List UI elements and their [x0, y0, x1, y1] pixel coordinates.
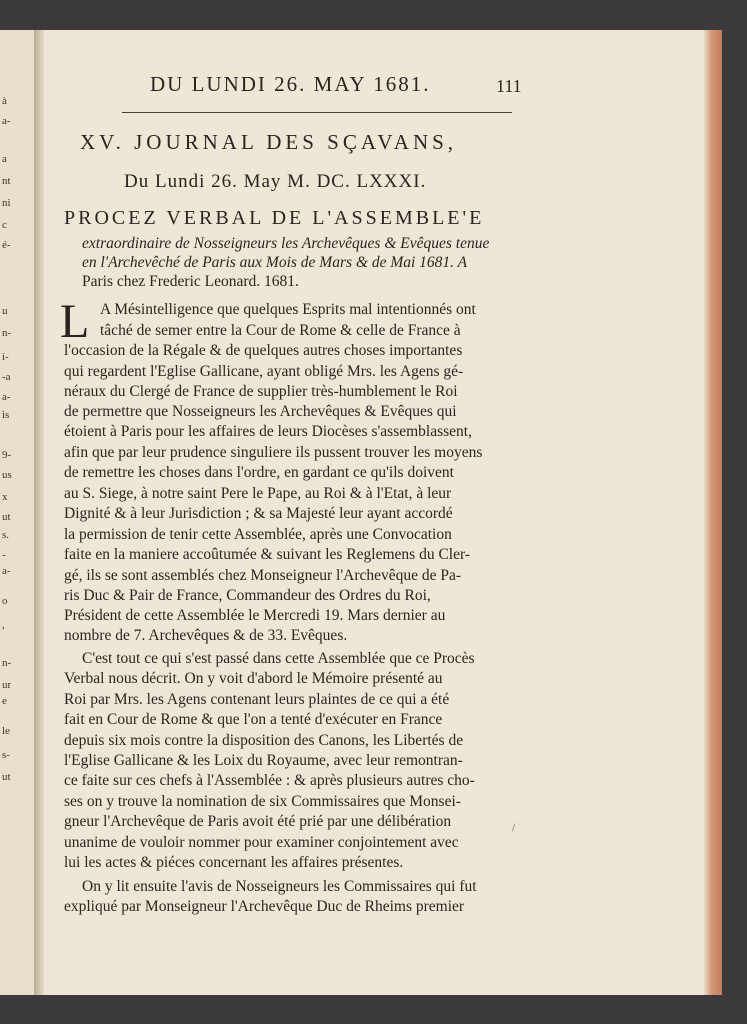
body-line: qui regardent l'Eglise Gallicane, ayant obligé Mrs. les Agens gé-	[64, 363, 464, 380]
body-line: au S. Siege, à notre saint Pere le Pape, au Roi & à l'Etat, à leur	[64, 485, 452, 502]
margin-fragment: ,	[2, 619, 5, 631]
margin-fragment: s-	[2, 749, 10, 761]
margin-fragment: us	[2, 469, 12, 481]
book-gutter	[34, 30, 44, 995]
body-line: étoient à Paris pour les affaires de leurs Diocèses s'assemblassent,	[64, 423, 472, 440]
margin-fragment: a-	[2, 391, 11, 403]
subtitle-line: Paris chez Frederic Leonard. 1681.	[82, 273, 299, 290]
body-line: expliqué par Monseigneur l'Archevêque Duc de Rheims premier	[64, 898, 465, 915]
margin-fragment: ut	[2, 511, 11, 523]
margin-fragment: u	[2, 305, 8, 317]
body-line: unanime de vouloir nommer pour examiner conjointement avec	[64, 834, 459, 851]
margin-fragment: e	[2, 695, 7, 707]
margin-mark: /	[512, 820, 516, 834]
margin-fragment: s.	[2, 529, 10, 541]
body-line: ce faite sur ces chefs à l'Assemblée : & après plusieurs autres cho-	[64, 772, 475, 789]
margin-fragment: a-	[2, 565, 11, 577]
body-line: A Mésintelligence que quelques Esprits mal intentionnés ont	[100, 301, 476, 318]
body-line: Président de cette Assemblée le Mercredi 19. Mars dernier au	[64, 607, 446, 624]
body-line: nombre de 7. Archevêques & de 33. Evêques.	[64, 627, 348, 644]
margin-fragment: nt	[2, 175, 11, 187]
body-line: la permission de tenir cette Assemblée, après une Convocation	[64, 526, 452, 543]
margin-fragment: is	[2, 409, 10, 421]
margin-fragment: c	[2, 219, 7, 231]
body-line: Verbal nous décrit. On y voit d'abord le Mémoire présenté au	[64, 670, 443, 687]
body-line: tâché de semer entre la Cour de Rome & celle de France à	[100, 322, 461, 339]
body-line: On y lit ensuite l'avis de Nosseigneurs les Commissaires qui fut	[82, 878, 477, 895]
journal-title: XV. JOURNAL DES SÇAVANS,	[80, 130, 458, 154]
margin-fragment: -	[2, 549, 6, 561]
facing-page	[0, 30, 35, 995]
body-line: Roi par Mrs. les Agens contenant leurs plaintes de ce qui a été	[64, 691, 450, 708]
margin-fragment: à	[2, 95, 7, 107]
margin-fragment: n-	[2, 327, 12, 339]
margin-fragment: x	[2, 491, 8, 503]
body-line: Dignité & à leur Jurisdiction ; & sa Majesté leur ayant accordé	[64, 505, 453, 522]
body-line: faite en la maniere accoûtumée & suivant les Reglemens du Cler-	[64, 546, 470, 563]
subtitle-line: en l'Archevêché de Paris aux Mois de Mars & de Mai 1681. A	[82, 254, 468, 271]
article-title: PROCEZ VERBAL DE L'ASSEMBLE'E	[64, 207, 485, 229]
drop-cap: L	[60, 295, 90, 348]
body-line: gé, ils se sont assemblés chez Monseigneur l'Archevêque de Pa-	[64, 567, 462, 584]
margin-fragment: a	[2, 153, 7, 165]
body-line: lui les actes & piéces concernant les affaires présentes.	[64, 854, 404, 871]
subtitle-line: extraordinaire de Nosseigneurs les Archevêques & Evêques tenue	[82, 235, 490, 252]
body-line: gneur l'Archevêque de Paris avoit été prié par une délibération	[64, 813, 452, 830]
body-line: C'est tout ce qui s'est passé dans cette Assemblée que ce Procès	[82, 650, 475, 667]
body-line: ses on y trouve la nomination de six Commissaires que Monsei-	[64, 793, 461, 810]
margin-fragment: n-	[2, 657, 12, 669]
margin-fragment: le	[2, 725, 10, 737]
margin-fragment: 9-	[2, 449, 12, 461]
margin-fragment: é-	[2, 239, 11, 251]
margin-fragment: o	[2, 595, 8, 607]
body-line: néraux du Clergé de France de supplier très-humblement le Roi	[64, 383, 458, 400]
body-line: ris Duc & Pair de France, Commandeur des Ordres du Roi,	[64, 587, 431, 604]
body-line: afin que par leur prudence singuliere ils pussent trouver les moyens	[64, 444, 483, 461]
margin-fragment: -a	[2, 371, 11, 383]
margin-fragment: a-	[2, 115, 11, 127]
margin-fragment: ur	[2, 679, 12, 691]
body-line: fait en Cour de Rome & que l'on a tenté d'exécuter en France	[64, 711, 443, 728]
margin-fragment: ut	[2, 771, 11, 783]
page-number: 111	[496, 76, 522, 96]
body-line: de remettre les choses dans l'ordre, en gardant ce qu'ils doivent	[64, 464, 454, 481]
body-line: l'Eglise Gallicane & les Loix du Royaume, avec leur remontran-	[64, 752, 463, 769]
header-rule	[122, 112, 512, 113]
body-line: depuis six mois contre la disposition des Canons, les Libertés de	[64, 732, 464, 749]
body-line: l'occasion de la Régale & de quelques autres choses importantes	[64, 342, 463, 359]
page-edge	[704, 30, 722, 995]
body-line: de permettre que Nosseigneurs les Archevêques & Evêques qui	[64, 403, 457, 420]
margin-fragment: ni	[2, 197, 11, 209]
issue-date: Du Lundi 26. May M. DC. LXXXI.	[124, 171, 427, 192]
running-head: DU LUNDI 26. MAY 1681.	[150, 72, 431, 96]
margin-fragment: i-	[2, 351, 9, 363]
